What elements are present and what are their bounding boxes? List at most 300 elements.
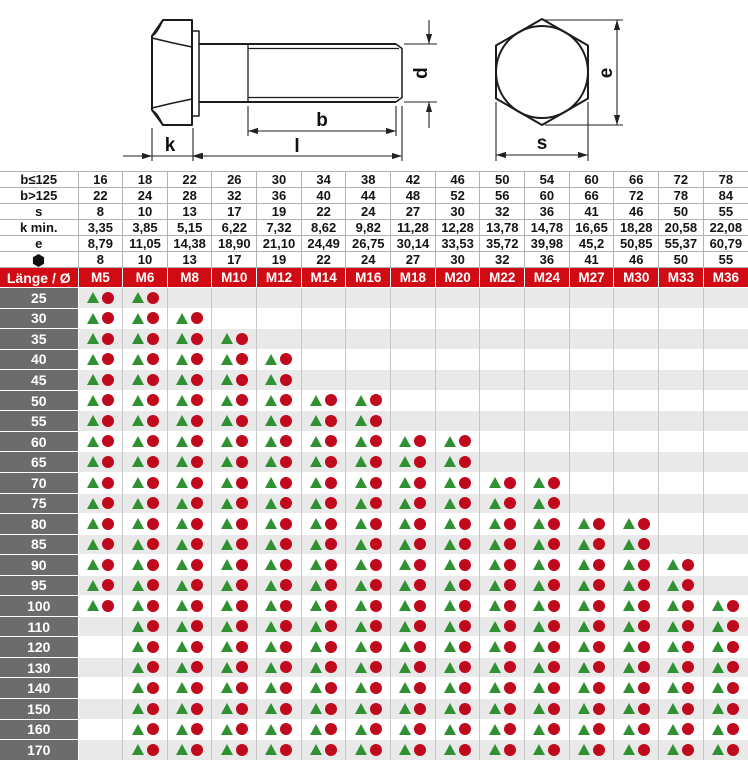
green-triangle-icon	[667, 682, 679, 693]
red-circle-icon	[147, 394, 159, 406]
availability-marks	[533, 538, 560, 550]
availability-marks	[221, 518, 248, 530]
red-circle-icon	[638, 600, 650, 612]
availability-cell	[435, 657, 480, 678]
red-circle-icon	[147, 744, 159, 756]
availability-cell	[301, 411, 346, 432]
availability-marks	[310, 415, 337, 427]
red-circle-icon	[147, 559, 159, 571]
availability-cell	[123, 472, 168, 493]
column-header-m36: M36	[703, 268, 748, 288]
availability-marks	[355, 415, 382, 427]
red-circle-icon	[191, 661, 203, 673]
green-triangle-icon	[712, 641, 724, 652]
availability-cell	[614, 349, 659, 370]
red-circle-icon	[102, 353, 114, 365]
availability-cell	[346, 452, 391, 473]
availability-cell	[435, 514, 480, 535]
red-circle-icon	[593, 620, 605, 632]
availability-cell	[123, 308, 168, 329]
red-circle-icon	[102, 579, 114, 591]
green-triangle-icon	[444, 641, 456, 652]
green-triangle-icon	[310, 395, 322, 406]
availability-cell	[212, 699, 257, 720]
spec-value: 8,62	[301, 220, 346, 236]
availability-cell	[659, 411, 704, 432]
availability-marks	[623, 703, 650, 715]
red-circle-icon	[325, 600, 337, 612]
availability-cell	[391, 657, 436, 678]
availability-cell	[78, 308, 123, 329]
red-circle-icon	[191, 374, 203, 386]
availability-cell	[614, 596, 659, 617]
red-circle-icon	[370, 661, 382, 673]
availability-cell	[391, 493, 436, 514]
availability-marks	[221, 477, 248, 489]
availability-cell	[257, 575, 302, 596]
green-triangle-icon	[265, 354, 277, 365]
red-circle-icon	[191, 435, 203, 447]
red-circle-icon	[236, 394, 248, 406]
availability-cell	[391, 534, 436, 555]
availability-cell	[257, 370, 302, 391]
availability-cell	[525, 699, 570, 720]
availability-cell	[614, 308, 659, 329]
green-triangle-icon	[489, 539, 501, 550]
green-triangle-icon	[578, 600, 590, 611]
availability-marks	[310, 600, 337, 612]
green-triangle-icon	[355, 395, 367, 406]
availability-cell	[123, 493, 168, 514]
column-header-m12: M12	[257, 268, 302, 288]
length-cell: 25	[0, 288, 78, 309]
red-circle-icon	[459, 538, 471, 550]
red-circle-icon	[147, 518, 159, 530]
availability-cell	[480, 657, 525, 678]
availability-cell	[614, 329, 659, 350]
green-triangle-icon	[132, 682, 144, 693]
availability-cell	[435, 329, 480, 350]
thread-minor-lines	[248, 49, 399, 98]
availability-marks	[221, 374, 248, 386]
red-circle-icon	[191, 497, 203, 509]
availability-marks	[310, 641, 337, 653]
spec-value: 11,05	[123, 236, 168, 252]
green-triangle-icon	[712, 621, 724, 632]
availability-marks	[533, 497, 560, 509]
availability-marks	[667, 579, 694, 591]
green-triangle-icon	[265, 662, 277, 673]
spec-value: 26	[212, 172, 257, 188]
availability-cell	[480, 555, 525, 576]
red-circle-icon	[593, 682, 605, 694]
availability-cell	[212, 329, 257, 350]
availability-marks	[176, 538, 203, 550]
availability-cell	[78, 288, 123, 309]
availability-marks	[176, 620, 203, 632]
length-row-25	[0, 288, 748, 309]
spec-value: 22	[167, 172, 212, 188]
availability-cell	[167, 452, 212, 473]
availability-marks	[132, 394, 159, 406]
availability-cell	[301, 493, 346, 514]
green-triangle-icon	[265, 744, 277, 755]
availability-marks	[578, 661, 605, 673]
bolt-spec-table	[0, 171, 748, 760]
availability-cell	[659, 349, 704, 370]
availability-marks	[533, 620, 560, 632]
availability-cell	[167, 637, 212, 658]
green-triangle-icon	[87, 333, 99, 344]
green-triangle-icon	[623, 682, 635, 693]
spec-value: 48	[391, 188, 436, 204]
availability-cell	[167, 431, 212, 452]
availability-cell	[301, 637, 346, 658]
availability-marks	[176, 518, 203, 530]
red-circle-icon	[280, 353, 292, 365]
green-triangle-icon	[399, 724, 411, 735]
green-triangle-icon	[310, 641, 322, 652]
green-triangle-icon	[176, 662, 188, 673]
length-cell: 40	[0, 349, 78, 370]
green-triangle-icon	[87, 539, 99, 550]
availability-marks	[712, 600, 739, 612]
red-circle-icon	[548, 744, 560, 756]
availability-cell	[391, 740, 436, 760]
availability-cell	[123, 534, 168, 555]
length-row-35	[0, 329, 748, 350]
availability-cell	[614, 411, 659, 432]
availability-cell	[480, 678, 525, 699]
availability-marks	[176, 374, 203, 386]
availability-cell	[614, 390, 659, 411]
red-circle-icon	[370, 435, 382, 447]
availability-cell	[480, 616, 525, 637]
availability-cell	[569, 534, 614, 555]
red-circle-icon	[280, 518, 292, 530]
availability-marks	[87, 333, 114, 345]
availability-cell	[480, 493, 525, 514]
green-triangle-icon	[399, 682, 411, 693]
availability-cell	[301, 616, 346, 637]
red-circle-icon	[459, 661, 471, 673]
green-triangle-icon	[310, 539, 322, 550]
spec-value: 21,10	[257, 236, 302, 252]
availability-marks	[578, 641, 605, 653]
red-circle-icon	[191, 415, 203, 427]
green-triangle-icon	[310, 621, 322, 632]
red-circle-icon	[548, 723, 560, 735]
spec-value: 46	[614, 252, 659, 268]
availability-marks	[265, 600, 292, 612]
green-triangle-icon	[623, 559, 635, 570]
red-circle-icon	[280, 600, 292, 612]
red-circle-icon	[236, 620, 248, 632]
availability-marks	[221, 497, 248, 509]
availability-marks	[310, 394, 337, 406]
length-row-70	[0, 472, 748, 493]
availability-cell	[212, 740, 257, 760]
red-circle-icon	[280, 394, 292, 406]
availability-cell	[614, 493, 659, 514]
green-triangle-icon	[444, 559, 456, 570]
red-circle-icon	[548, 538, 560, 550]
green-triangle-icon	[489, 662, 501, 673]
red-circle-icon	[414, 744, 426, 756]
availability-marks	[132, 723, 159, 735]
availability-cell	[78, 719, 123, 740]
red-circle-icon	[236, 374, 248, 386]
column-header-m24: M24	[525, 268, 570, 288]
availability-marks	[578, 579, 605, 591]
availability-marks	[87, 538, 114, 550]
availability-marks	[533, 600, 560, 612]
availability-cell	[391, 288, 436, 309]
availability-cell	[435, 699, 480, 720]
red-circle-icon	[638, 559, 650, 571]
availability-cell	[480, 329, 525, 350]
availability-cell	[480, 699, 525, 720]
spec-value: 24	[123, 188, 168, 204]
spec-value: 19	[257, 204, 302, 220]
availability-cell	[480, 431, 525, 452]
spec-value: 42	[391, 172, 436, 188]
red-circle-icon	[236, 456, 248, 468]
availability-cell	[435, 288, 480, 309]
availability-cell	[257, 555, 302, 576]
spec-value: 22	[301, 252, 346, 268]
green-triangle-icon	[87, 518, 99, 529]
availability-cell	[525, 596, 570, 617]
availability-cell	[257, 719, 302, 740]
availability-cell	[167, 349, 212, 370]
availability-marks	[712, 723, 739, 735]
availability-marks	[533, 682, 560, 694]
red-circle-icon	[325, 538, 337, 550]
availability-cell	[257, 637, 302, 658]
green-triangle-icon	[176, 641, 188, 652]
red-circle-icon	[459, 723, 471, 735]
spec-value: 3,35	[78, 220, 123, 236]
availability-marks	[87, 477, 114, 489]
availability-cell	[569, 431, 614, 452]
red-circle-icon	[593, 723, 605, 735]
availability-cell	[659, 288, 704, 309]
availability-cell	[525, 472, 570, 493]
availability-marks	[489, 579, 516, 591]
availability-cell	[167, 657, 212, 678]
availability-marks	[355, 600, 382, 612]
availability-marks	[667, 641, 694, 653]
availability-marks	[399, 682, 426, 694]
green-triangle-icon	[623, 724, 635, 735]
availability-cell	[569, 555, 614, 576]
green-triangle-icon	[355, 621, 367, 632]
availability-cell	[659, 637, 704, 658]
red-circle-icon	[325, 703, 337, 715]
availability-cell	[257, 493, 302, 514]
green-triangle-icon	[533, 518, 545, 529]
red-circle-icon	[504, 620, 516, 632]
green-triangle-icon	[265, 456, 277, 467]
length-cell: 65	[0, 452, 78, 473]
availability-marks	[221, 723, 248, 735]
availability-cell	[301, 288, 346, 309]
availability-marks	[712, 682, 739, 694]
availability-marks	[132, 703, 159, 715]
red-circle-icon	[147, 703, 159, 715]
availability-marks	[176, 312, 203, 324]
green-triangle-icon	[176, 477, 188, 488]
spec-row	[0, 220, 748, 236]
green-triangle-icon	[355, 580, 367, 591]
green-triangle-icon	[265, 539, 277, 550]
availability-marks	[265, 661, 292, 673]
availability-marks	[265, 538, 292, 550]
spec-value: 55,37	[659, 236, 704, 252]
availability-cell	[480, 390, 525, 411]
red-circle-icon	[504, 600, 516, 612]
green-triangle-icon	[87, 436, 99, 447]
green-triangle-icon	[623, 621, 635, 632]
red-circle-icon	[370, 394, 382, 406]
availability-marks	[489, 518, 516, 530]
red-circle-icon	[325, 579, 337, 591]
availability-cell	[569, 678, 614, 699]
availability-cell	[391, 329, 436, 350]
availability-cell	[301, 514, 346, 535]
availability-cell	[614, 699, 659, 720]
availability-cell	[703, 349, 748, 370]
green-triangle-icon	[176, 333, 188, 344]
availability-cell	[569, 493, 614, 514]
column-header-m5: M5	[78, 268, 123, 288]
spec-value: 44	[346, 188, 391, 204]
red-circle-icon	[548, 661, 560, 673]
availability-marks	[667, 559, 694, 571]
availability-cell	[703, 699, 748, 720]
green-triangle-icon	[533, 559, 545, 570]
availability-cell	[480, 637, 525, 658]
availability-marks	[132, 518, 159, 530]
green-triangle-icon	[712, 703, 724, 714]
availability-cell	[346, 493, 391, 514]
availability-cell	[346, 575, 391, 596]
green-triangle-icon	[355, 415, 367, 426]
availability-marks	[623, 579, 650, 591]
availability-cell	[480, 740, 525, 760]
length-cell: 160	[0, 719, 78, 740]
availability-cell	[703, 555, 748, 576]
green-triangle-icon	[623, 580, 635, 591]
red-circle-icon	[504, 723, 516, 735]
availability-marks	[310, 723, 337, 735]
red-circle-icon	[593, 538, 605, 550]
availability-cell	[346, 390, 391, 411]
green-triangle-icon	[87, 580, 99, 591]
red-circle-icon	[191, 333, 203, 345]
red-circle-icon	[727, 661, 739, 673]
spec-value: 18,28	[614, 220, 659, 236]
availability-cell	[614, 740, 659, 760]
red-circle-icon	[593, 703, 605, 715]
spec-value: 46	[435, 172, 480, 188]
red-circle-icon	[147, 620, 159, 632]
green-triangle-icon	[355, 498, 367, 509]
spec-value: 17	[212, 252, 257, 268]
availability-marks	[87, 435, 114, 447]
availability-marks	[623, 744, 650, 756]
availability-cell	[525, 370, 570, 391]
availability-marks	[132, 641, 159, 653]
availability-cell	[301, 349, 346, 370]
spec-value: 50	[659, 204, 704, 220]
green-triangle-icon	[489, 518, 501, 529]
availability-marks	[489, 723, 516, 735]
availability-marks	[355, 518, 382, 530]
availability-cell	[703, 534, 748, 555]
red-circle-icon	[548, 579, 560, 591]
availability-cell	[78, 390, 123, 411]
length-row-170	[0, 740, 748, 760]
spec-value: 72	[614, 188, 659, 204]
availability-cell	[301, 555, 346, 576]
red-circle-icon	[593, 641, 605, 653]
availability-marks	[399, 518, 426, 530]
green-triangle-icon	[176, 744, 188, 755]
availability-cell	[212, 370, 257, 391]
availability-cell	[525, 678, 570, 699]
availability-cell	[435, 719, 480, 740]
availability-cell	[659, 699, 704, 720]
red-circle-icon	[147, 456, 159, 468]
availability-cell	[301, 390, 346, 411]
availability-cell	[257, 452, 302, 473]
green-triangle-icon	[667, 744, 679, 755]
red-circle-icon	[191, 477, 203, 489]
availability-marks	[533, 744, 560, 756]
red-circle-icon	[414, 661, 426, 673]
availability-cell	[346, 596, 391, 617]
spec-value: 17	[212, 204, 257, 220]
availability-cell	[525, 431, 570, 452]
red-circle-icon	[459, 641, 471, 653]
hex-head-outline	[496, 19, 588, 125]
green-triangle-icon	[176, 415, 188, 426]
green-triangle-icon	[489, 600, 501, 611]
availability-cell	[480, 452, 525, 473]
availability-cell	[123, 657, 168, 678]
availability-cell	[391, 575, 436, 596]
availability-marks	[310, 703, 337, 715]
green-triangle-icon	[623, 703, 635, 714]
matrix-header-section	[0, 268, 748, 288]
green-triangle-icon	[712, 682, 724, 693]
green-triangle-icon	[176, 313, 188, 324]
availability-cell	[569, 637, 614, 658]
green-triangle-icon	[265, 703, 277, 714]
green-triangle-icon	[399, 477, 411, 488]
availability-marks	[265, 703, 292, 715]
red-circle-icon	[236, 353, 248, 365]
spec-value: 36	[525, 252, 570, 268]
label-b: b	[316, 110, 328, 131]
length-row-50	[0, 390, 748, 411]
green-triangle-icon	[444, 518, 456, 529]
green-triangle-icon	[578, 641, 590, 652]
red-circle-icon	[370, 559, 382, 571]
availability-marks	[578, 723, 605, 735]
